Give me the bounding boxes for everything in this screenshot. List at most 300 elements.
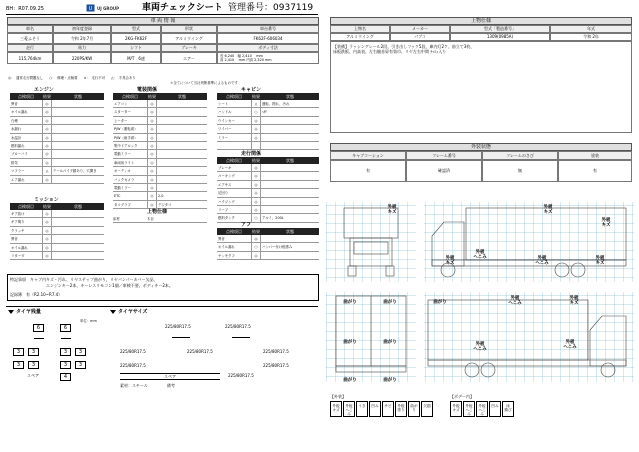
management-value: 0937119 bbox=[273, 3, 314, 13]
mission-header bbox=[10, 203, 104, 210]
tire-m4: 3 bbox=[75, 348, 86, 356]
electric-status bbox=[157, 167, 207, 174]
electric-result: ◎ bbox=[147, 184, 157, 191]
cabin-header bbox=[217, 93, 319, 100]
mission-result: ◎ bbox=[42, 252, 52, 259]
vehicle-info-table bbox=[7, 25, 319, 64]
damage-mark-bend-5: 曲がり bbox=[343, 378, 357, 383]
dims-line-1: 長 6,240 幅 2,410 mm bbox=[220, 54, 263, 58]
mission-result: ◎ bbox=[42, 227, 52, 234]
engine-header-1: 結果 bbox=[43, 94, 51, 99]
cabin-status bbox=[261, 117, 319, 124]
running-row bbox=[217, 198, 319, 206]
electric-item: バックカメラ bbox=[114, 177, 135, 182]
electric-row bbox=[113, 117, 207, 125]
engine-item: マフラー bbox=[11, 169, 25, 174]
loading-section bbox=[113, 209, 207, 223]
running-row bbox=[217, 206, 319, 214]
upper-spec-table bbox=[330, 25, 632, 133]
electric-status bbox=[157, 176, 207, 183]
dims-line-2: 高 2,410 mm 内高 2,320 mm bbox=[220, 58, 272, 62]
electric-result: ◎ bbox=[147, 159, 157, 166]
cabin-row bbox=[217, 108, 319, 116]
engine-result: ◎ bbox=[42, 176, 52, 183]
running-row bbox=[217, 181, 319, 189]
damage-mark-bend-1: 曲がり bbox=[343, 300, 357, 305]
truck-diagram bbox=[326, 196, 636, 396]
engine-status bbox=[52, 150, 104, 157]
triangle-icon bbox=[8, 310, 14, 314]
mission-item: ギア抜け bbox=[11, 212, 25, 216]
engine-row bbox=[10, 100, 104, 108]
cabin-item: シート bbox=[218, 102, 229, 106]
engine-result: ◎ bbox=[42, 108, 52, 115]
engine-result: ◎ bbox=[42, 100, 52, 107]
mission-row bbox=[10, 227, 104, 235]
electric-status bbox=[157, 150, 207, 157]
engine-result: ◎ bbox=[42, 117, 52, 124]
electric-item: ヒーター bbox=[114, 118, 128, 123]
svg-text:U: U bbox=[88, 6, 93, 12]
engine-status bbox=[52, 176, 104, 183]
damage-mark-right-4: 外板 へこみ bbox=[473, 342, 487, 352]
legend-box-exterior: 外板 塗り bbox=[395, 401, 407, 417]
electric-result: ◎ bbox=[147, 108, 157, 115]
electric-status: 2.0 bbox=[158, 194, 164, 199]
cabin-header-0: 点検項目 bbox=[226, 94, 242, 99]
running-result: ◎ bbox=[251, 198, 261, 205]
legend-box-exterior: サビ bbox=[382, 401, 394, 417]
engine-status bbox=[52, 125, 104, 132]
electric-header-0: 点検項目 bbox=[122, 94, 138, 99]
damage-mark-bend-3: 曲がり bbox=[343, 340, 357, 345]
cabin-header-2: 状態 bbox=[286, 94, 294, 99]
door-row bbox=[217, 235, 319, 243]
mission-row bbox=[10, 218, 104, 226]
vv-chassis: FK62F-606034 bbox=[217, 33, 319, 44]
size-rear-1: 225/80R17.5 bbox=[120, 363, 146, 368]
upper-note-2: 床板鉄板、内高表、左右観音扉有効巾、リヤ左右中間 ﾗｯｼｭ入り bbox=[333, 49, 447, 54]
uv-maker: パブコ bbox=[390, 33, 450, 41]
engine-row bbox=[10, 125, 104, 133]
electric-item: 車両用ライト bbox=[114, 160, 135, 165]
cabin-title: キャビン bbox=[241, 87, 262, 93]
ev-frame-no: 確認済 bbox=[406, 160, 482, 182]
mission-status bbox=[52, 227, 104, 234]
legend-box-body: 床 錆び bbox=[502, 401, 514, 417]
door-result: ◎ bbox=[251, 252, 261, 259]
electric-result: ◎ bbox=[147, 125, 157, 132]
damage-mark-right-1: 外板 へこみ bbox=[508, 296, 522, 306]
door-header-2: 状態 bbox=[286, 229, 294, 234]
running-item: パーキング bbox=[218, 174, 235, 179]
uv-year: 令和 2年 bbox=[550, 33, 632, 41]
engine-status bbox=[52, 159, 104, 166]
electric-section bbox=[113, 87, 207, 209]
running-header-2: 状態 bbox=[286, 158, 294, 163]
exterior-table bbox=[330, 151, 632, 182]
triangle-icon bbox=[110, 310, 116, 314]
running-item: リーフ bbox=[218, 207, 229, 212]
mission-item: クラッチ bbox=[11, 228, 25, 233]
record-value: 有（R2.10~R7.4） bbox=[26, 292, 63, 297]
engine-result: △ bbox=[42, 167, 52, 174]
legend-note: ＊全てについて当社判断基準によるものです bbox=[170, 81, 238, 85]
electric-status bbox=[157, 142, 207, 149]
electric-item: 電動ミラー bbox=[114, 185, 131, 190]
cabin-row bbox=[217, 134, 319, 142]
cabin-item: ミラー bbox=[218, 135, 229, 140]
electric-item: ETC bbox=[114, 194, 121, 199]
electric-result: ◎ bbox=[147, 176, 157, 183]
electric-status bbox=[157, 108, 207, 115]
running-status bbox=[261, 164, 319, 171]
running-result: ◎ bbox=[251, 164, 261, 171]
running-section bbox=[217, 151, 319, 223]
cabin-result: ◎ bbox=[251, 125, 261, 132]
loading-item: 床材 bbox=[113, 217, 120, 221]
cabin-status bbox=[261, 134, 319, 141]
wheel-material: 素材：スチール bbox=[120, 383, 148, 388]
vv-reg: 令和 2年7月 bbox=[53, 33, 111, 44]
cabin-item: ワイパー bbox=[218, 127, 232, 132]
engine-row bbox=[10, 176, 104, 184]
mission-section bbox=[10, 197, 104, 260]
legend-defect: △： 不具合あり bbox=[111, 76, 136, 80]
electric-row bbox=[113, 134, 207, 142]
tire-remaining-label: タイヤ残量 bbox=[16, 309, 41, 315]
electric-item: オーディオ bbox=[114, 169, 131, 174]
upper-spec-title: 上物仕様 bbox=[330, 17, 632, 25]
electric-item: P/W（助手席） bbox=[114, 135, 138, 140]
tire-remaining-title bbox=[8, 309, 41, 315]
mission-header-2: 状態 bbox=[74, 204, 82, 209]
running-status bbox=[261, 189, 319, 196]
electric-header-1: 結果 bbox=[148, 94, 156, 99]
engine-result: ◎ bbox=[42, 125, 52, 132]
cabin-row bbox=[217, 142, 319, 150]
vv-mileage: 115,764km bbox=[7, 52, 53, 64]
logo-text: UJ GROUP bbox=[97, 5, 120, 11]
eh-caution: キャブコーション bbox=[330, 151, 406, 160]
running-result: ○ bbox=[251, 214, 261, 221]
tire-fl: 6 bbox=[33, 324, 44, 332]
engine-row bbox=[10, 134, 104, 142]
cabin-status bbox=[261, 142, 319, 149]
record-label: 記録簿 bbox=[10, 292, 22, 297]
page-title: 車両チェックシート bbox=[142, 3, 223, 13]
electric-result: ◎ bbox=[147, 150, 157, 157]
engine-status: テールパイプ錆あり、穴開き bbox=[53, 169, 97, 174]
mission-status bbox=[52, 210, 104, 217]
damage-mark-side-2: 外板 へこみ bbox=[473, 250, 487, 260]
door-item: オイル漏れ bbox=[218, 245, 235, 250]
electric-row bbox=[113, 100, 207, 108]
remarks-text-1: キャブ内キズ・汚れ、リヤステップ曲がり、リヤバンパーカバー欠品、 bbox=[30, 277, 158, 282]
damage-mark-right-3: 外板 へこみ bbox=[563, 340, 577, 350]
size-mid-1: 225/80R17.5 bbox=[120, 349, 146, 354]
mission-item: オイル漏れ bbox=[11, 245, 28, 250]
engine-row bbox=[10, 117, 104, 125]
engine-row bbox=[10, 159, 104, 167]
damage-mark-bend-4: 曲がり bbox=[383, 340, 397, 345]
remarks-label: 特記事項 bbox=[10, 277, 26, 282]
running-item: ブレーキ bbox=[218, 166, 232, 170]
tire-r4: 3 bbox=[75, 361, 86, 369]
management-label: 管理番号： bbox=[228, 3, 274, 13]
electric-item: タコグラフ bbox=[114, 202, 131, 207]
mission-status bbox=[52, 218, 104, 225]
door-header-1: 結果 bbox=[252, 229, 260, 234]
vh-power: 馬力 bbox=[53, 44, 111, 52]
running-title: 走行関係 bbox=[241, 151, 262, 157]
cabin-item: ハンドル bbox=[218, 110, 232, 115]
ev-paint: 有 bbox=[558, 160, 632, 182]
engine-section bbox=[10, 87, 104, 184]
vv-dims bbox=[217, 52, 319, 64]
cabin-section bbox=[217, 87, 319, 150]
cabin-status: ﾍﾀﾘ bbox=[262, 110, 268, 115]
engine-header-0: 点検項目 bbox=[18, 94, 34, 99]
door-header bbox=[217, 228, 319, 235]
running-result: ◎ bbox=[251, 181, 261, 188]
engine-result: ◎ bbox=[42, 159, 52, 166]
running-row bbox=[217, 164, 319, 172]
uh-maker: メーカー bbox=[390, 25, 450, 33]
cabin-result: ◎ bbox=[251, 117, 261, 124]
mission-row bbox=[10, 235, 104, 243]
mission-result: ◎ bbox=[42, 218, 52, 225]
vh-type: 型式 bbox=[111, 25, 161, 33]
electric-result: ◎ bbox=[147, 142, 157, 149]
electric-item: スターター bbox=[114, 110, 131, 115]
mission-item: 異音 bbox=[11, 237, 18, 242]
electric-row bbox=[113, 150, 207, 158]
vh-shape: 形状 bbox=[161, 25, 217, 33]
electric-result: ◎ bbox=[147, 134, 157, 141]
vv-name: 三菱ふそう bbox=[7, 33, 53, 44]
ev-frame-rust: 無 bbox=[482, 160, 558, 182]
running-row bbox=[217, 172, 319, 180]
legend-box-body: 凹み bbox=[489, 401, 501, 417]
vv-type: 2KG-FK62F bbox=[111, 33, 161, 44]
engine-status bbox=[52, 142, 104, 149]
vv-brake: エアー bbox=[161, 52, 217, 64]
mission-result: ◎ bbox=[42, 244, 52, 251]
vh-shift: シフト bbox=[111, 44, 161, 52]
tire-m1: 3 bbox=[13, 348, 24, 356]
vh-reg: 初年度登録 bbox=[53, 25, 111, 33]
tire-r3: 3 bbox=[60, 361, 71, 369]
legend-box-body: 外板 へこみ bbox=[463, 401, 475, 417]
damage-mark-side-4: 外板 キズ bbox=[595, 256, 605, 266]
engine-row bbox=[10, 108, 104, 116]
electric-result: ◎ bbox=[147, 117, 157, 124]
loading-title: 上物仕様 bbox=[147, 209, 168, 215]
tire-m2: 3 bbox=[28, 348, 39, 356]
mission-item: ギア鳴り bbox=[11, 220, 25, 225]
engine-status bbox=[52, 134, 104, 141]
legend-box-exterior: 凹み bbox=[369, 401, 381, 417]
running-row bbox=[217, 189, 319, 197]
vv-power: 220PS/KW bbox=[53, 52, 111, 64]
electric-row bbox=[113, 167, 207, 175]
running-item: ハウジング bbox=[218, 199, 235, 204]
mission-status bbox=[52, 235, 104, 242]
vh-brake: ブレーキ bbox=[161, 44, 217, 52]
legend-ok: ◎： 通常走行問題なし bbox=[8, 76, 44, 80]
mission-title: ミッション bbox=[34, 197, 59, 203]
running-header-0: 点検項目 bbox=[226, 158, 242, 163]
mission-row bbox=[10, 244, 104, 252]
electric-item: 集中ドアロック bbox=[114, 143, 138, 148]
remarks-text-2: エンジンキー2本、キーレスリモコン1個／車検不要、ボディキー2本。 bbox=[46, 283, 173, 288]
engine-row bbox=[10, 150, 104, 158]
tire-unit: 単位：mm bbox=[80, 319, 97, 323]
remarks-box bbox=[7, 274, 319, 301]
damage-mark-side-1: 外板 キズ bbox=[445, 256, 455, 266]
running-item: エアサス bbox=[218, 182, 232, 187]
electric-row bbox=[113, 201, 207, 209]
vh-dims: ボディ寸法 bbox=[217, 44, 319, 52]
running-result: ◎ bbox=[251, 172, 261, 179]
door-row bbox=[217, 252, 319, 260]
legend-exterior-title: 【外装】 bbox=[330, 394, 346, 399]
door-result: ○ bbox=[251, 243, 261, 250]
mission-status bbox=[52, 252, 104, 259]
legend-fail: ×： 走行不可 bbox=[83, 76, 106, 80]
uh-model: 型式「製造番号」 bbox=[450, 25, 550, 33]
loading-value: 木目 bbox=[147, 217, 154, 221]
electric-item: エアコン bbox=[114, 102, 128, 106]
size-front-left: 225/80R17.5 bbox=[165, 324, 191, 329]
mission-item: リターダ bbox=[11, 253, 25, 258]
vh-chassis: 車台番号 bbox=[217, 25, 319, 33]
engine-result: ◎ bbox=[42, 142, 52, 149]
electric-row bbox=[113, 192, 207, 200]
running-status bbox=[261, 181, 319, 188]
electric-status bbox=[157, 134, 207, 141]
engine-status bbox=[52, 100, 104, 107]
wheel-note: 備考 bbox=[167, 383, 175, 388]
cabin-row bbox=[217, 125, 319, 133]
electric-title: 電装関係 bbox=[137, 87, 158, 93]
tire-size-title bbox=[110, 309, 148, 315]
engine-header-2: 状態 bbox=[74, 94, 82, 99]
running-header bbox=[217, 157, 319, 164]
cabin-result: ○ bbox=[251, 108, 261, 115]
electric-item: 電動ミラー bbox=[114, 152, 131, 157]
mission-status bbox=[52, 244, 104, 251]
size-front-right: 225/80R17.5 bbox=[225, 324, 251, 329]
cabin-item: ウインカー bbox=[218, 118, 235, 123]
size-mid-2: 225/80R17.5 bbox=[187, 349, 213, 354]
door-item: ヤンモクフ bbox=[218, 253, 235, 258]
engine-item: ブローバイ bbox=[11, 152, 28, 157]
engine-item: 異音 bbox=[11, 102, 18, 106]
vv-shift: M/T 6速 bbox=[111, 52, 161, 64]
legend-box-body: 外板 へこみ bbox=[476, 401, 488, 417]
cabin-result bbox=[251, 142, 261, 149]
engine-row bbox=[10, 167, 104, 175]
electric-row bbox=[113, 184, 207, 192]
engine-item: 水漏れ bbox=[11, 127, 22, 132]
damage-mark-side-3: 外板 へこみ bbox=[535, 256, 549, 266]
vh-name: 車名 bbox=[7, 25, 53, 33]
engine-status bbox=[52, 108, 104, 115]
electric-result: ◎ bbox=[147, 201, 157, 208]
cabin-row bbox=[217, 117, 319, 125]
engine-item: 白煙 bbox=[11, 118, 18, 123]
ev-caution: 有 bbox=[330, 160, 406, 182]
legend-box-exterior: 曲がり bbox=[408, 401, 420, 417]
cabin-status bbox=[261, 125, 319, 132]
electric-result: ◎ bbox=[147, 167, 157, 174]
loading-row bbox=[113, 215, 207, 223]
electric-result: ◎ bbox=[147, 192, 157, 199]
running-status bbox=[261, 172, 319, 179]
legend-repair: ○： 修理・点検要 bbox=[49, 76, 78, 80]
door-item: 異音 bbox=[218, 237, 225, 241]
tire-spare: 4 bbox=[60, 373, 71, 381]
electric-header-2: 状態 bbox=[178, 94, 186, 99]
electric-status bbox=[157, 184, 207, 191]
legend-box-exterior: 外板 キズ bbox=[330, 401, 342, 417]
damage-mark-bend-2: 曲がり bbox=[383, 300, 397, 305]
eh-frame-no: フレーム番号 bbox=[406, 151, 482, 160]
uh-year: 年式 bbox=[550, 25, 632, 33]
legend-box-exterior: 欠損 bbox=[421, 401, 433, 417]
engine-item: オイル漏れ bbox=[11, 110, 28, 115]
management-number bbox=[228, 3, 313, 13]
electric-result: ◎ bbox=[147, 100, 157, 107]
tire-size-label: タイヤサイズ bbox=[118, 309, 148, 315]
side2-view-grid bbox=[424, 292, 634, 382]
door-title: アフ bbox=[241, 222, 252, 228]
running-item: 燃料タンク bbox=[218, 216, 235, 221]
engine-item: 燃料漏れ bbox=[11, 143, 25, 148]
size-mid-3: 225/80R17.5 bbox=[263, 349, 289, 354]
electric-status: デジタコ bbox=[158, 202, 172, 207]
mission-header-1: 結果 bbox=[43, 204, 51, 209]
engine-item: エア漏れ bbox=[11, 177, 25, 182]
spare-size-label: スペア bbox=[120, 373, 220, 380]
electric-status bbox=[157, 117, 207, 124]
engine-header bbox=[10, 93, 104, 100]
engine-item: 排気 bbox=[11, 160, 18, 165]
engine-result: ◎ bbox=[42, 150, 52, 157]
damage-mark-top-2: 外板 キズ bbox=[543, 205, 553, 215]
door-status bbox=[261, 252, 319, 259]
electric-status bbox=[157, 125, 207, 132]
engine-row bbox=[10, 142, 104, 150]
electric-row bbox=[113, 142, 207, 150]
damage-mark-bend-7: 曲がり bbox=[433, 300, 447, 305]
cabin-header-1: 結果 bbox=[252, 94, 260, 99]
exterior-title: 外装状態 bbox=[330, 143, 632, 151]
mission-row bbox=[10, 252, 104, 260]
electric-header bbox=[113, 93, 207, 100]
tire-fr: 6 bbox=[60, 324, 71, 332]
tire-r1: 3 bbox=[13, 361, 24, 369]
eh-frame-rust: フレームのさび bbox=[482, 151, 558, 160]
mission-result: ◎ bbox=[42, 235, 52, 242]
door-result: ◎ bbox=[251, 235, 261, 242]
damage-mark-bend-6: 曲がり bbox=[383, 378, 397, 383]
spare-label: スペア bbox=[27, 373, 39, 378]
uv-name: アルミウイング bbox=[330, 33, 390, 41]
running-status bbox=[261, 198, 319, 205]
